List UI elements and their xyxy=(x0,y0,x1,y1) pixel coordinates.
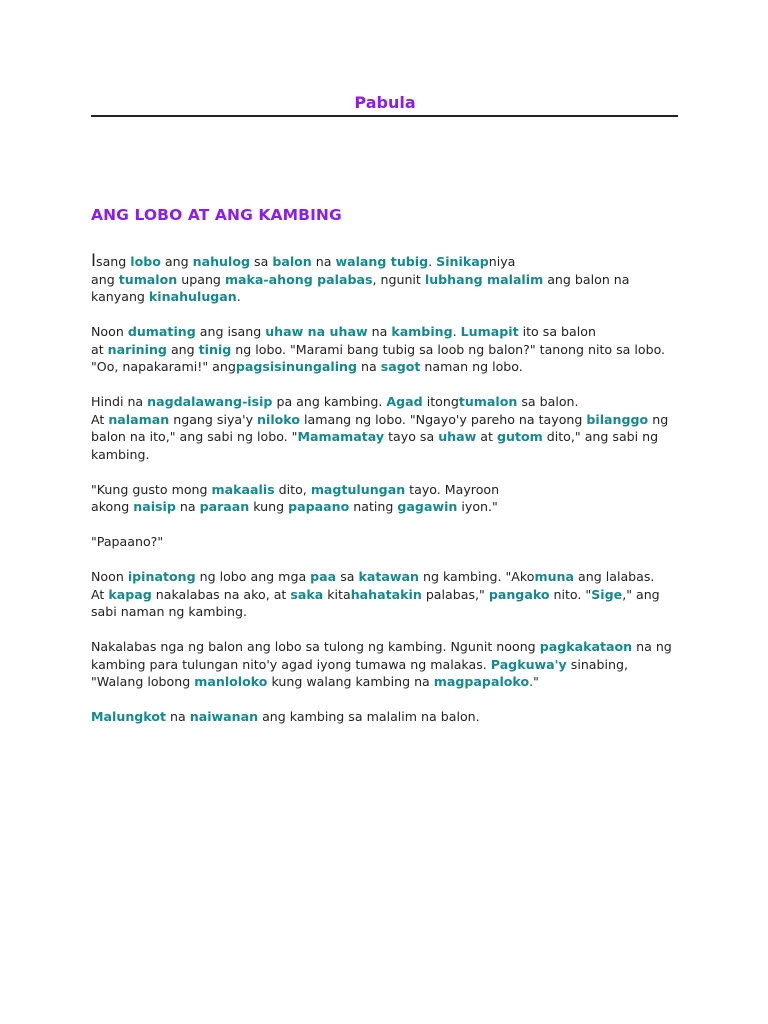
text-line xyxy=(91,288,679,306)
highlighted-word: naiwanan xyxy=(189,709,259,724)
text-run: niya xyxy=(488,254,516,269)
text-run: "Walang lobong xyxy=(91,674,195,689)
text-run: Noon xyxy=(91,569,128,584)
highlighted-word: magpapaloko xyxy=(433,674,530,689)
document-heading: Pabula xyxy=(354,93,416,112)
text-run: sabi naman ng kambing. xyxy=(91,604,247,619)
text-run: ang isang xyxy=(195,324,266,339)
highlighted-word: uhaw xyxy=(438,429,477,444)
highlighted-word: maka-ahong palabas xyxy=(224,271,373,287)
text-run: ng xyxy=(648,411,669,427)
text-run: sa xyxy=(250,254,273,269)
text-run: at xyxy=(91,341,108,357)
text-run: sinabing, xyxy=(566,656,628,672)
highlighted-word: kapag xyxy=(108,586,152,602)
text-line xyxy=(91,568,679,586)
text-run: ang lalabas. xyxy=(574,569,655,584)
text-run: ng lobo ang mga xyxy=(195,569,311,584)
text-line xyxy=(91,358,679,376)
text-line xyxy=(91,603,679,621)
highlighted-word: magtulungan xyxy=(310,481,406,497)
highlighted-word: gutom xyxy=(496,429,543,444)
text-run: upang xyxy=(177,271,225,287)
story-paragraph xyxy=(91,393,679,463)
highlighted-word: sagot xyxy=(380,359,421,374)
highlighted-word: pagsisinungaling xyxy=(235,359,358,374)
story-paragraph xyxy=(91,481,679,516)
text-run: tayo sa xyxy=(384,429,439,444)
text-run: kanyang xyxy=(91,289,149,304)
text-run: "Oo, napakarami!" ang xyxy=(91,359,236,374)
text-run: ito sa balon xyxy=(518,324,596,339)
story-paragraph xyxy=(91,568,679,621)
text-run: Hindi na xyxy=(91,394,148,409)
story-title: ANG LOBO AT ANG KAMBING xyxy=(91,206,342,224)
story-paragraph xyxy=(91,638,679,691)
highlighted-word: walang tubig xyxy=(335,254,429,269)
text-run: na xyxy=(367,324,392,339)
highlighted-word: gagawin xyxy=(397,499,458,514)
text-run: kambing para tulungan nito'y agad iyong tumawa ng malakas. xyxy=(91,656,491,672)
text-run: At xyxy=(91,586,109,602)
highlighted-word: muna xyxy=(534,569,575,584)
highlighted-word: pangako xyxy=(488,586,550,602)
text-run: sa balon. xyxy=(517,394,579,409)
text-line xyxy=(91,271,679,289)
text-line xyxy=(91,446,679,464)
text-run: ang xyxy=(160,254,193,269)
highlighted-word: Agad xyxy=(386,394,423,409)
highlighted-word: ipinatong xyxy=(127,569,196,584)
highlighted-word: balon xyxy=(272,254,312,269)
text-run: , ngunit xyxy=(372,271,425,287)
highlighted-word: niloko xyxy=(257,411,300,427)
text-run: na xyxy=(166,709,190,724)
highlighted-word: tumalon xyxy=(118,271,178,287)
text-line xyxy=(91,656,679,674)
text-line xyxy=(91,481,679,499)
text-run: nito. " xyxy=(549,586,592,602)
highlighted-word: saka xyxy=(290,586,324,602)
text-run: kambing. xyxy=(91,446,150,462)
text-run: nakalabas na ako, at xyxy=(151,586,291,602)
text-run: ng kambing. "Ako xyxy=(418,569,535,584)
highlighted-word: lubhang malalim xyxy=(424,271,544,287)
text-run: kita xyxy=(323,586,351,602)
text-run: dito," ang sabi ng xyxy=(542,429,659,444)
text-run: dito, xyxy=(274,481,311,497)
text-run: tayo. Mayroon xyxy=(405,481,500,497)
highlighted-word: Mamamatay xyxy=(297,429,385,444)
highlighted-word: Lumapit xyxy=(460,324,519,339)
highlighted-word: makaalis xyxy=(211,481,275,497)
text-run: ang xyxy=(166,341,199,357)
text-line xyxy=(91,586,679,604)
text-run: balon na ito," ang sabi ng lobo. " xyxy=(91,429,298,444)
highlighted-word: dumating xyxy=(127,324,196,339)
highlighted-word: hahatakin xyxy=(350,586,422,602)
text-run: iyon." xyxy=(457,499,498,514)
text-run: na xyxy=(357,359,381,374)
text-line xyxy=(91,253,679,271)
text-run: "Kung gusto mong xyxy=(91,481,212,497)
text-run: na xyxy=(175,499,200,514)
text-run: na ng xyxy=(632,639,672,654)
highlighted-word: pagkakataon xyxy=(539,639,633,654)
text-run: . xyxy=(428,254,437,269)
highlighted-word: naisip xyxy=(133,499,176,514)
highlighted-word: paa xyxy=(310,569,337,584)
text-line xyxy=(91,498,679,516)
text-run: at xyxy=(476,429,497,444)
text-run: Noon xyxy=(91,324,128,339)
text-run: ng lobo. "Marami bang tubig sa loob ng balon?" tanong nito sa lobo. xyxy=(231,341,666,357)
text-line xyxy=(91,323,679,341)
text-run: sang xyxy=(96,254,131,269)
highlighted-word: narining xyxy=(107,341,167,357)
highlighted-word: Pagkuwa'y xyxy=(490,656,567,672)
text-run: sa xyxy=(336,569,359,584)
highlighted-word: kinahulugan xyxy=(148,289,237,304)
highlighted-word: lobo xyxy=(130,254,161,269)
text-line xyxy=(91,638,679,656)
highlighted-word: Sinikap xyxy=(436,254,489,269)
highlighted-word: tinig xyxy=(198,341,232,357)
text-line xyxy=(91,341,679,359)
highlighted-word: papaano xyxy=(288,499,350,514)
text-run: . xyxy=(236,289,241,304)
text-line xyxy=(91,393,679,411)
highlighted-word: nagdalawang-isip xyxy=(147,394,273,409)
highlighted-word: nahulog xyxy=(192,254,251,269)
text-run: ." xyxy=(529,674,539,689)
text-run: At xyxy=(91,411,109,427)
text-run: ang balon na xyxy=(543,271,630,287)
story-paragraph xyxy=(91,253,679,306)
text-run: kung walang kambing na xyxy=(267,674,434,689)
text-run: palabas," xyxy=(421,586,489,602)
text-run: naman ng lobo. xyxy=(420,359,523,374)
highlighted-word: Sige xyxy=(591,586,623,602)
text-run: itong xyxy=(422,394,459,409)
text-line xyxy=(91,708,679,726)
story-paragraph xyxy=(91,533,679,551)
drop-cap: I xyxy=(91,251,97,271)
text-run: pa ang kambing. xyxy=(272,394,387,409)
text-line xyxy=(91,673,679,691)
highlighted-word: paraan xyxy=(199,499,250,514)
text-line xyxy=(91,411,679,429)
text-run: ngang siya'y xyxy=(169,411,258,427)
text-run: kung xyxy=(249,499,289,514)
heading-divider xyxy=(91,115,678,117)
text-run: na xyxy=(311,254,336,269)
highlighted-word: manloloko xyxy=(194,674,268,689)
story-paragraph xyxy=(91,708,679,726)
story-paragraph xyxy=(91,323,679,376)
highlighted-word: katawan xyxy=(358,569,419,584)
text-run: lamang ng lobo. "Ngayo'y pareho na tayong xyxy=(300,411,587,427)
highlighted-word: uhaw na uhaw xyxy=(265,324,368,339)
highlighted-word: Malungkot xyxy=(91,709,167,724)
text-line xyxy=(91,533,679,551)
story-body xyxy=(91,253,679,743)
highlighted-word: bilanggo xyxy=(586,411,649,427)
text-line xyxy=(91,428,679,446)
highlighted-word: tumalon xyxy=(458,394,518,409)
text-run: ang kambing sa malalim na balon. xyxy=(258,709,480,724)
text-run: Nakalabas nga ng balon ang lobo sa tulong ng kambing. Ngunit noong xyxy=(91,639,540,654)
text-run: . xyxy=(452,324,461,339)
highlighted-word: nalaman xyxy=(108,411,170,427)
text-run: akong xyxy=(91,499,134,514)
text-run: nating xyxy=(349,499,398,514)
text-run: ang xyxy=(91,271,119,287)
text-run: "Papaano?" xyxy=(91,534,164,549)
highlighted-word: kambing xyxy=(391,324,453,339)
text-run: ," ang xyxy=(622,586,660,602)
